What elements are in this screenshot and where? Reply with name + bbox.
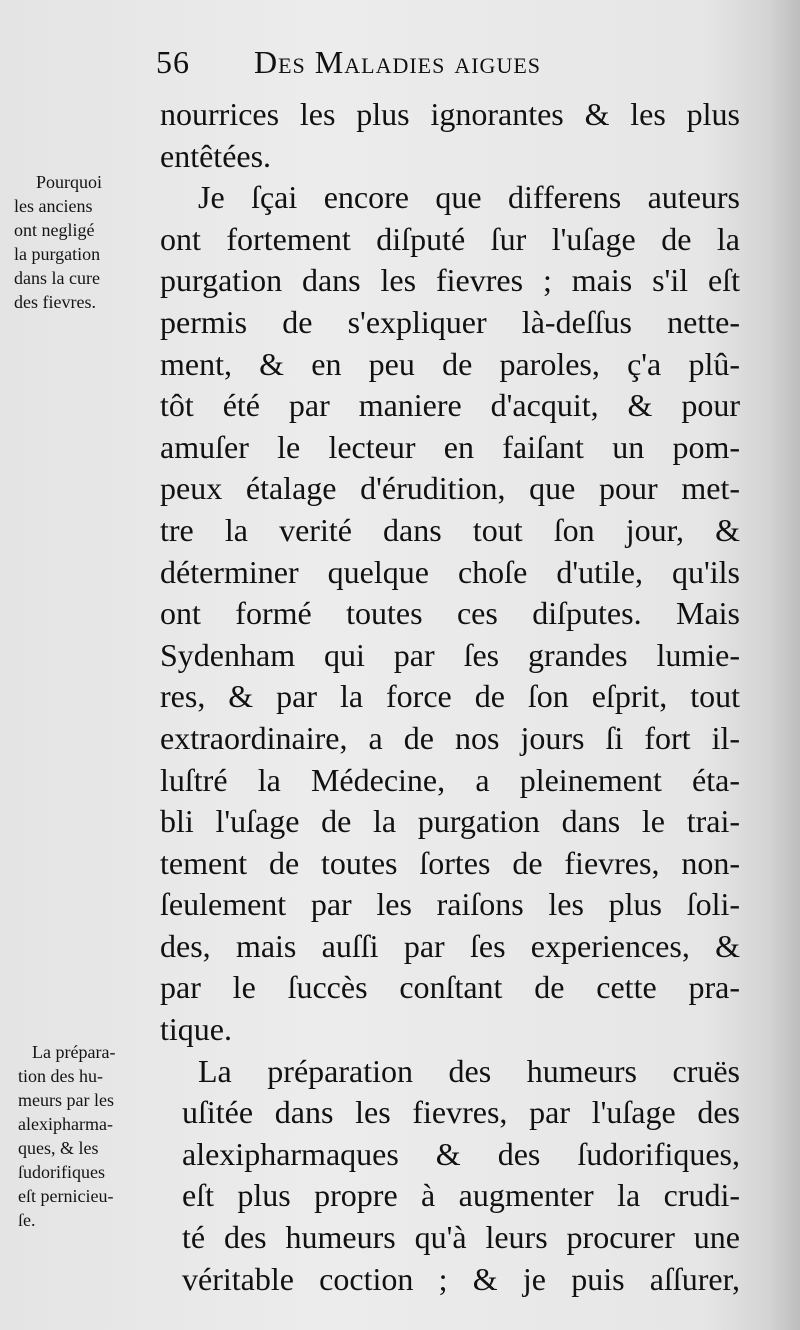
page-header bbox=[156, 44, 716, 94]
text-line: extraordinaire, a de nos jours ſi fort il- bbox=[160, 719, 740, 756]
margin-note-line: des fievres. bbox=[14, 292, 96, 312]
text-line: par le ſuccès conſtant de cette pra- bbox=[160, 969, 740, 1006]
text-line: entêtées. bbox=[160, 137, 272, 174]
text-line: ſeulement par les raiſons les plus ſoli- bbox=[160, 886, 740, 923]
margin-note-line: ſe. bbox=[18, 1210, 36, 1230]
text-line: purgation dans les fievres ; mais s'il eſt bbox=[160, 262, 740, 299]
text-line: amuſer le lecteur en faiſant un pom- bbox=[160, 428, 740, 465]
margin-note-line: ont negligé bbox=[14, 220, 95, 240]
text-line: Sydenham qui par ſes grandes lumie- bbox=[160, 636, 740, 673]
text-line: tre la verité dans tout ſon jour, & bbox=[160, 511, 740, 548]
text-line: uſitée dans les fievres, par l'uſage des bbox=[182, 1094, 740, 1131]
margin-note-line: dans la cure bbox=[14, 268, 100, 288]
margin-note-purgation bbox=[14, 170, 156, 314]
text-line: nourrices les plus ignorantes & les plus bbox=[160, 96, 740, 132]
margin-note-line: ques, & les bbox=[18, 1138, 99, 1158]
paragraph-start-line: La préparation des humeurs cruës bbox=[198, 1052, 740, 1089]
paragraph-start-line: Je ſçai encore que differens auteurs bbox=[198, 179, 740, 216]
text-line: bli l'uſage de la purgation dans le trai- bbox=[160, 803, 740, 840]
text-line: tôt été par maniere d'acquit, & pour bbox=[160, 387, 740, 424]
page-number: 56 bbox=[156, 44, 190, 80]
text-line: déterminer quelque choſe d'utile, qu'ils bbox=[160, 553, 740, 590]
margin-note-line: les anciens bbox=[14, 196, 93, 216]
text-line: véritable coction ; & je puis aſſurer, bbox=[182, 1260, 740, 1297]
text-line: ont fortement diſputé ſur l'uſage de la bbox=[160, 220, 740, 257]
text-line: alexipharmaques & des ſudorifiques, bbox=[182, 1135, 740, 1172]
text-line: ment, & en peu de paroles, ç'a plû- bbox=[160, 345, 740, 382]
text-line: res, & par la force de ſon eſprit, tout bbox=[160, 678, 740, 715]
margin-note-line: ſudorifiques bbox=[18, 1162, 105, 1182]
main-text bbox=[160, 94, 740, 1300]
margin-note-line: eſt pernicieu- bbox=[18, 1186, 114, 1206]
text-line: tement de toutes ſortes de fievres, non- bbox=[160, 844, 740, 881]
text-line: permis de s'expliquer là-deſſus nette- bbox=[160, 303, 740, 340]
text-line: tique. bbox=[160, 1011, 232, 1048]
margin-note-line: alexipharma- bbox=[18, 1114, 113, 1134]
text-line: té des humeurs qu'à leurs procurer une bbox=[182, 1219, 740, 1256]
text-line: des, mais auſſi par ſes experiences, & bbox=[160, 927, 740, 964]
running-title: Des Maladies aigues bbox=[254, 44, 542, 80]
text-line: peux étalage d'érudition, que pour met- bbox=[160, 470, 740, 507]
text-line: luſtré la Médecine, a pleinement éta- bbox=[160, 761, 740, 798]
text-line: ont formé toutes ces diſputes. Mais bbox=[160, 595, 740, 632]
margin-note-line: la purgation bbox=[14, 244, 101, 264]
margin-note-line: meurs par les bbox=[18, 1090, 114, 1110]
margin-note-line: Pourquoi bbox=[36, 172, 103, 192]
margin-note-preparation bbox=[18, 1040, 164, 1232]
text-line: eſt plus propre à augmenter la crudi- bbox=[182, 1177, 740, 1214]
margin-note-line: tion des hu- bbox=[18, 1066, 103, 1086]
margin-note-line: La prépara- bbox=[32, 1042, 116, 1062]
